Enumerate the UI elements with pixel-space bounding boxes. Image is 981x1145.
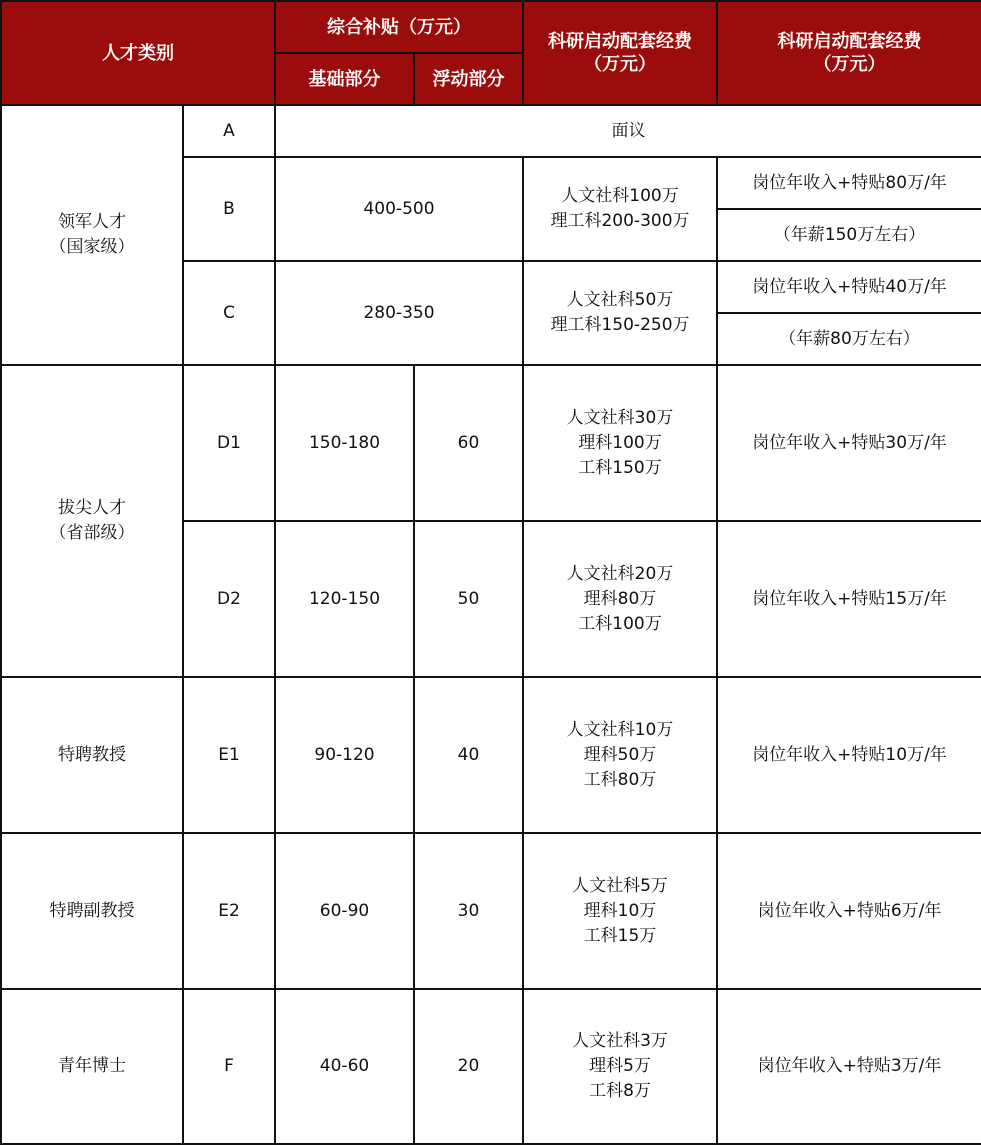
table-row-d1	[1, 365, 981, 521]
table-row-f	[1, 989, 981, 1144]
startup-d2-engineering: 工科100万	[578, 613, 662, 634]
level-e1: E1	[183, 677, 275, 833]
level-f: F	[183, 989, 275, 1144]
startup-f-engineering: 工科8万	[589, 1081, 651, 1101]
salary-c: 岗位年收入+特贴40万/年	[717, 261, 981, 313]
table-row-e1	[1, 677, 981, 833]
startup-c	[523, 261, 717, 365]
startup-d1-engineering: 工科150万	[578, 457, 662, 478]
basic-e1: 90-120	[275, 677, 414, 833]
salary-c-annual: （年薪80万左右）	[717, 313, 981, 365]
level-b: B	[183, 157, 275, 261]
startup-b-science: 理工科200-300万	[550, 211, 690, 231]
category-distinguished-professor: 特聘教授	[1, 677, 183, 833]
salary-f: 岗位年收入+特贴3万/年	[717, 989, 981, 1144]
startup-d1-science: 理科100万	[578, 432, 662, 453]
salary-b-annual: （年薪150万左右）	[717, 209, 981, 261]
level-d1: D1	[183, 365, 275, 521]
header-startup-title: 科研启动配套经费	[548, 31, 692, 52]
category-distinguished-associate-professor: 特聘副教授	[1, 833, 183, 989]
category-leading-line2: （国家级）	[49, 237, 135, 257]
level-c: C	[183, 261, 275, 365]
startup-b	[523, 157, 717, 261]
header-salary-title: 科研启动配套经费	[777, 31, 922, 52]
table-row-a	[1, 105, 981, 157]
salary-d2: 岗位年收入+特贴15万/年	[717, 521, 981, 677]
startup-e1-engineering: 工科80万	[583, 769, 657, 790]
salary-e1: 岗位年收入+特贴10万/年	[717, 677, 981, 833]
header-salary	[717, 1, 981, 105]
category-leading-line1: 领军人才	[58, 212, 126, 232]
startup-e2-humanities: 人文社科5万	[572, 875, 668, 896]
startup-e2-engineering: 工科15万	[583, 925, 657, 946]
startup-f-humanities: 人文社科3万	[572, 1031, 668, 1051]
startup-d2-humanities: 人文社科20万	[566, 563, 674, 584]
level-a: A	[183, 105, 275, 157]
float-d1: 60	[414, 365, 523, 521]
basic-d2: 120-150	[275, 521, 414, 677]
float-f: 20	[414, 989, 523, 1144]
startup-c-science: 理工科150-250万	[550, 315, 690, 335]
startup-e1-humanities: 人文社科10万	[566, 719, 674, 740]
subsidy-b: 400-500	[275, 157, 523, 261]
basic-f: 40-60	[275, 989, 414, 1144]
float-e2: 30	[414, 833, 523, 989]
header-category: 人才类别	[1, 1, 275, 105]
level-d2: D2	[183, 521, 275, 677]
startup-c-humanities: 人文社科50万	[566, 290, 674, 310]
startup-e2	[523, 833, 717, 989]
header-startup-unit: （万元）	[584, 54, 656, 75]
startup-e1	[523, 677, 717, 833]
table-row-e2	[1, 833, 981, 989]
startup-e2-science: 理科10万	[583, 900, 657, 921]
header-salary-unit: （万元）	[813, 54, 886, 75]
basic-e2: 60-90	[275, 833, 414, 989]
startup-d1	[523, 365, 717, 521]
basic-d1: 150-180	[275, 365, 414, 521]
startup-d2-science: 理科80万	[583, 588, 657, 609]
float-e1: 40	[414, 677, 523, 833]
category-top	[1, 365, 183, 677]
category-top-line1: 拔尖人才	[58, 498, 126, 518]
salary-e2: 岗位年收入+特贴6万/年	[717, 833, 981, 989]
level-e2: E2	[183, 833, 275, 989]
header-float: 浮动部分	[414, 53, 523, 105]
category-top-line2: （省部级）	[49, 523, 135, 543]
negotiable-cell: 面议	[275, 105, 981, 157]
startup-f	[523, 989, 717, 1144]
header-basic: 基础部分	[275, 53, 414, 105]
startup-b-humanities: 人文社科100万	[561, 186, 679, 206]
salary-d1: 岗位年收入+特贴30万/年	[717, 365, 981, 521]
salary-b: 岗位年收入+特贴80万/年	[717, 157, 981, 209]
startup-d1-humanities: 人文社科30万	[566, 407, 674, 428]
header-startup	[523, 1, 717, 105]
subsidy-c: 280-350	[275, 261, 523, 365]
startup-f-science: 理科5万	[589, 1056, 651, 1076]
header-subsidy: 综合补贴（万元）	[275, 1, 523, 53]
category-leading	[1, 105, 183, 365]
float-d2: 50	[414, 521, 523, 677]
category-young-doctor: 青年博士	[1, 989, 183, 1144]
startup-d2	[523, 521, 717, 677]
startup-e1-science: 理科50万	[583, 744, 657, 765]
